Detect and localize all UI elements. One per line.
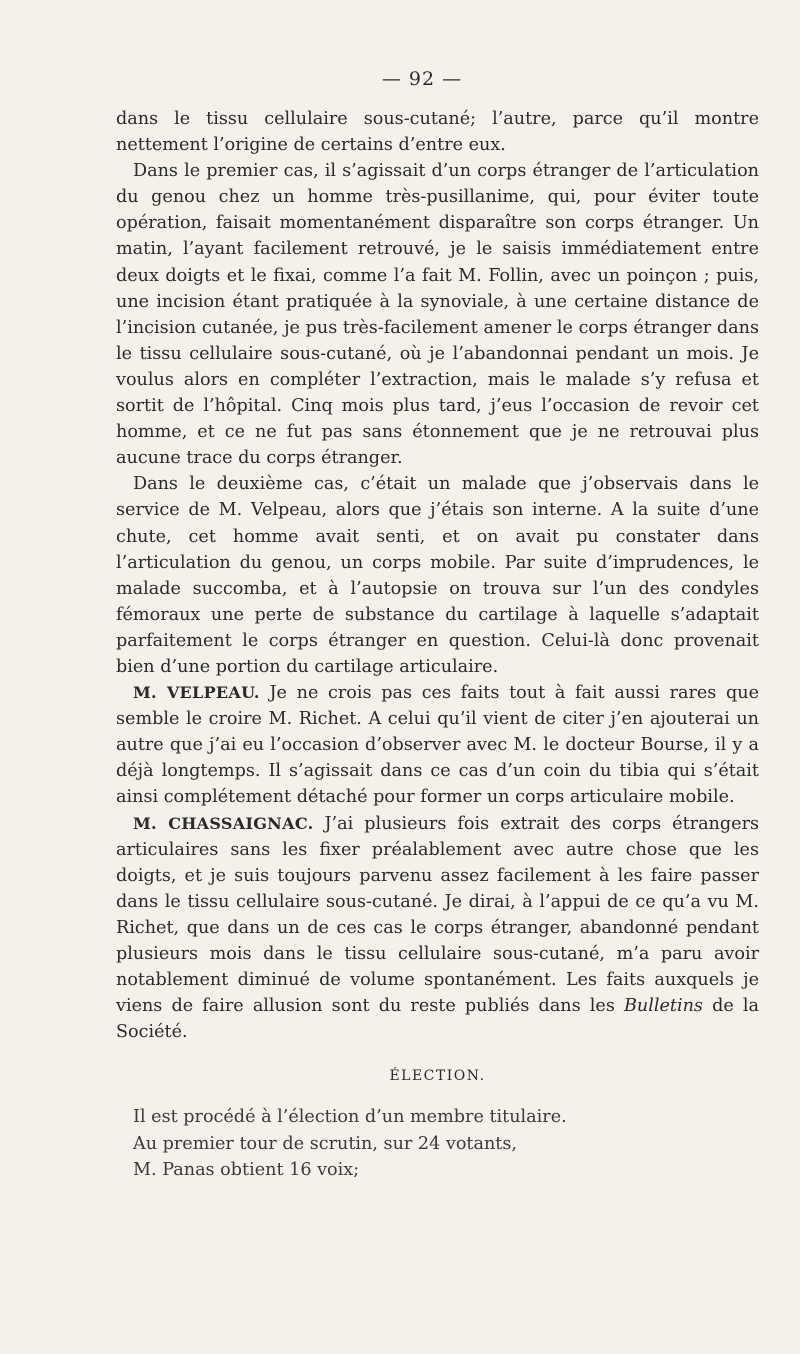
speaker-chassaignac: M. CHASSAIGNAC. <box>133 813 314 833</box>
body-text <box>116 106 759 1183</box>
election-line: M. Panas obtient 16 voix; <box>133 1159 360 1180</box>
election-line: Au premier tour de scrutin, sur 24 votants, <box>133 1133 517 1154</box>
velpeau-remark: Je ne crois pas ces faits tout à fait aussi rares que semble le croire M. Richet. A celui qu’il vient de citer j’en ajouterai un autre que j’ai eu l’occasion d’observer avec M. le docteur Bourse, il y a déjà longtemps. Il s’agissait dans ce cas d’un coin du tibia qui s’était ainsi complétement détaché pour former un corps articulaire mobile. <box>116 683 759 808</box>
chassaignac-remark: J’ai plusieurs fois extrait des corps étrangers articulaires sans les fixer préalablement avec autre chose que les doigts, et je suis toujours parvenu assez facilement à les faire passer dans le tissu cellulaire sous-cutané. Je dirai, à l’appui de ce qu’a vu M. Richet, que dans un de ces cas le corps étranger, abandonné pendant plusieurs mois dans le tissu cellulaire sous-cutané, m’a paru avoir notablement diminué de volume spontanément. Les faits auxquels je viens de faire allusion sont du reste publiés dans les <box>116 813 760 1017</box>
chassaignac-remark-end: de la Société. <box>116 996 759 1043</box>
page-number: — 92 — <box>381 68 463 90</box>
speaker-velpeau: M. VELPEAU. <box>133 683 260 703</box>
paragraph-first-case: Dans le premier cas, il s’agissait d’un corps étranger de l’articulation du genou chez un homme très-pusillanime, qui, pour éviter toute opération, faisait momentanément disparaître son corps étranger. Un matin, l’ayant facilement retrouvé, je le saisis immédiatement entre deux doigts et le fixai, comme l’a fait M. Follin, avec un poinçon ; puis, une incision étant pratiquée à la synoviale, à une certaine distance de l’incision cutanée, je pus très-facilement amener le corps étranger dans le tissu cellulaire sous-cutané, où je l’abandonnai pendant un mois. Je voulus alors en compléter l’extraction, mais le malade s’y refusa et sortit de l’hôpital. Cinq mois plus tard, j’eus l’occasion de revoir cet homme, et ce ne fut pas sans étonnement que je ne retrouvai plus aucune trace du corps étranger. <box>116 161 759 469</box>
election-lines <box>116 1104 759 1182</box>
paragraph-chassaignac <box>116 811 759 1046</box>
paragraph-velpeau <box>116 680 759 810</box>
election-line: Il est procédé à l’élection d’un membre titulaire. <box>133 1107 567 1128</box>
paragraph-continuation: dans le tissu cellulaire sous-cutané; l’autre, parce qu’il montre nettement l’origine de certains d’entre eux. <box>116 109 759 156</box>
paragraph-second-case: Dans le deuxième cas, c’était un malade que j’observais dans le service de M. Velpeau, alors que j’étais son interne. A la suite d’une chute, cet homme avait senti, et on avait pu constater dans l’articulation du genou, un corps mobile. Par suite d’imprudences, le malade succomba, et à l’autopsie on trouva sur l’un des condyles fémoraux une perte de substance du cartilage à laquelle s’adaptait parfaitement le corps étranger en question. Celui-là donc provenait bien d’une portion du cartilage articulaire. <box>116 474 759 677</box>
section-title-election: ÉLECTION. <box>389 1068 486 1085</box>
bulletins-italic: Bulletins <box>623 996 703 1017</box>
